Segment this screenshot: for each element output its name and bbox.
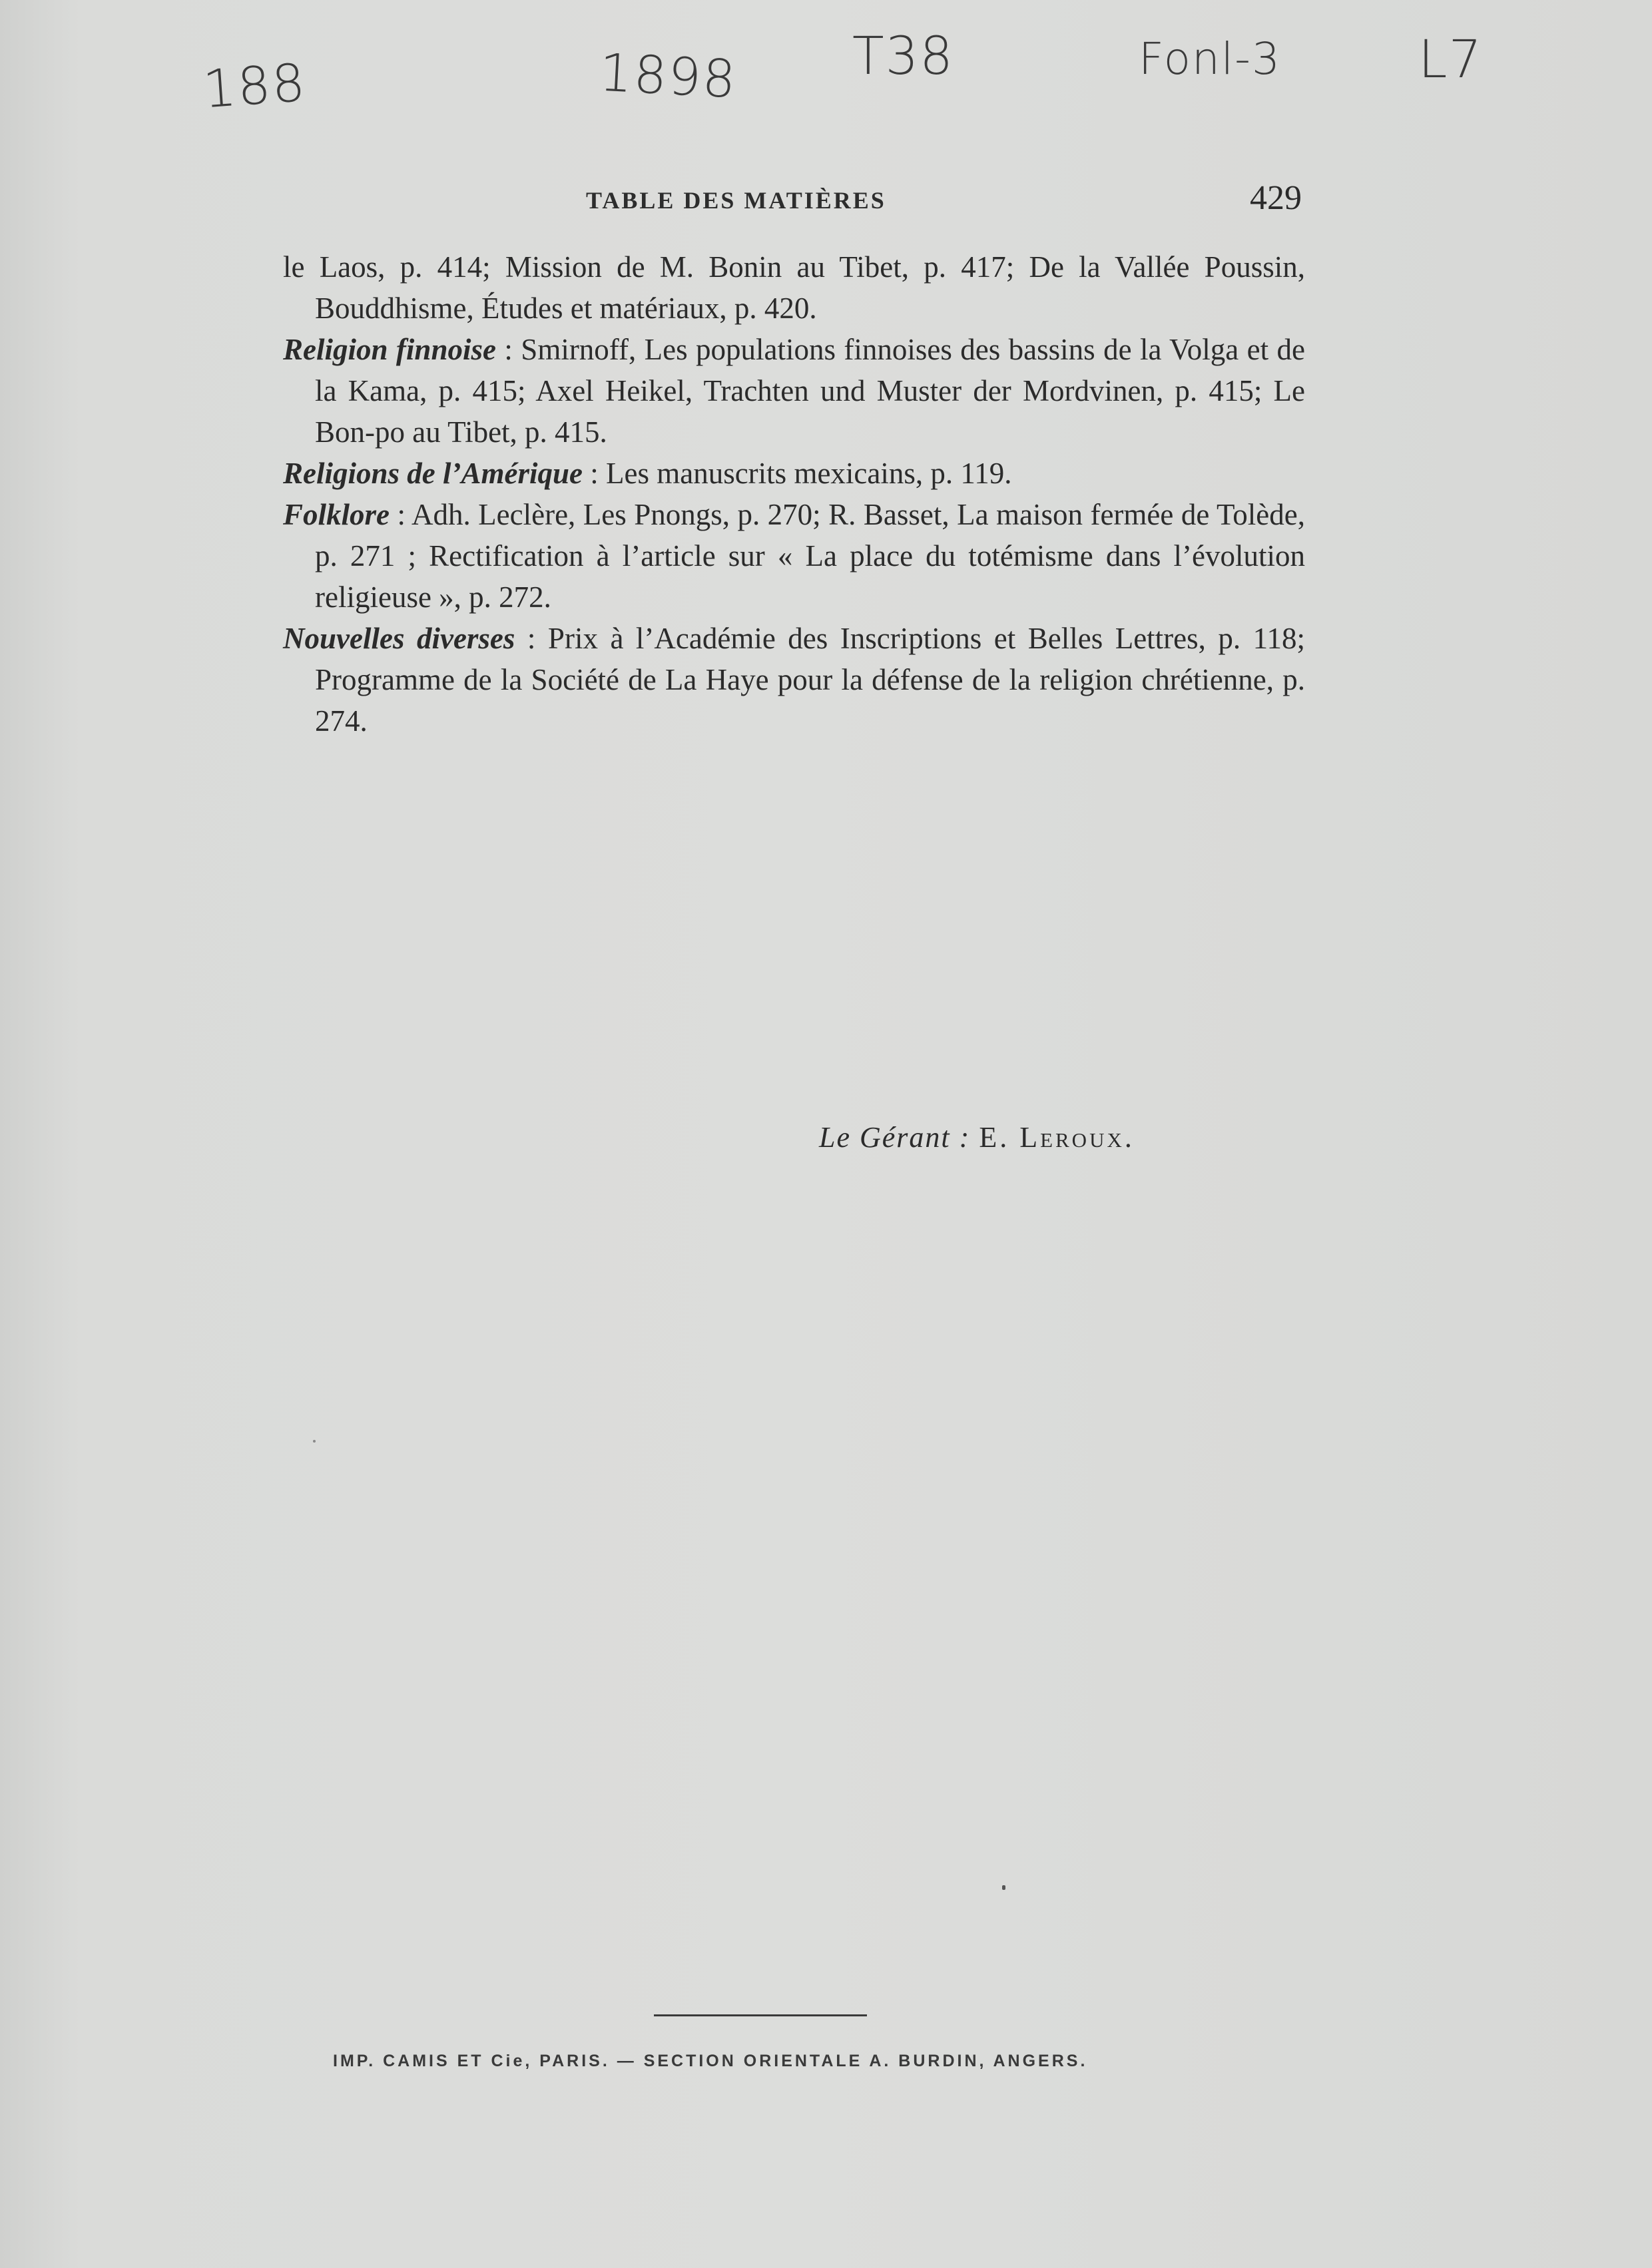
entry-text: : Smirnoff, Les populations finnoises des bassins de la Volga et de la Kama, p. 415; Axel Heikel, Trachten und Muster der Mordvinen, p. 415; Le Bon-po au Tibet, p. 415. bbox=[315, 333, 1305, 449]
toc-entry bbox=[283, 494, 1305, 618]
toc-entry bbox=[283, 618, 1305, 742]
entry-heading: Religion finnoise bbox=[283, 333, 496, 366]
entry-text: : Adh. Leclère, Les Pnongs, p. 270; R. Basset, La maison fermée de Tolède, p. 271 ; Rectification à l’article sur « La place du totémisme dans l’évolution religieuse », p. 272. bbox=[315, 498, 1305, 614]
entry-heading: Folklore bbox=[283, 498, 390, 531]
page-number: 429 bbox=[1250, 179, 1302, 217]
handwritten-mark-2: 1898 bbox=[597, 43, 738, 111]
printer-imprint: IMP. CAMIS ET Cie, PARIS. — SECTION ORIENTALE A. BURDIN, ANGERS. bbox=[333, 2052, 1088, 2070]
entry-heading: Nouvelles diverses bbox=[283, 622, 515, 655]
paper-speck bbox=[1002, 1885, 1005, 1890]
signature-name: E. Leroux. bbox=[979, 1121, 1135, 1154]
toc-entry bbox=[283, 246, 1305, 329]
entry-text: : Les manuscrits mexicains, p. 119. bbox=[583, 457, 1012, 490]
publisher-signature bbox=[819, 1120, 1135, 1154]
signature-label: Le Gérant : bbox=[819, 1121, 971, 1154]
footer-rule bbox=[654, 2014, 867, 2016]
entry-text: : Prix à l’Académie des Inscriptions et Belles Lettres, p. 118; Programme de la Société de La Haye pour la défense de la religion chrétienne, p. 274. bbox=[315, 622, 1305, 738]
handwritten-mark-5: L7 bbox=[1418, 30, 1484, 90]
handwritten-mark-1: 188 bbox=[201, 53, 308, 120]
toc-entry bbox=[283, 329, 1305, 453]
entry-heading: Religions de l’Amérique bbox=[283, 457, 583, 490]
toc-entry bbox=[283, 453, 1305, 494]
header-title: TABLE DES MATIÈRES bbox=[586, 187, 886, 214]
running-header bbox=[286, 178, 1302, 225]
table-of-contents-text bbox=[283, 246, 1305, 742]
handwritten-mark-3: T38 bbox=[852, 27, 954, 87]
handwritten-mark-4: Fonl-3 bbox=[1139, 33, 1281, 85]
entry-text: le Laos, p. 414; Mission de M. Bonin au Tibet, p. 417; De la Vallée Poussin, Bouddhisme, Études et matériaux, p. 420. bbox=[283, 250, 1305, 325]
paper-speck bbox=[313, 1440, 316, 1443]
